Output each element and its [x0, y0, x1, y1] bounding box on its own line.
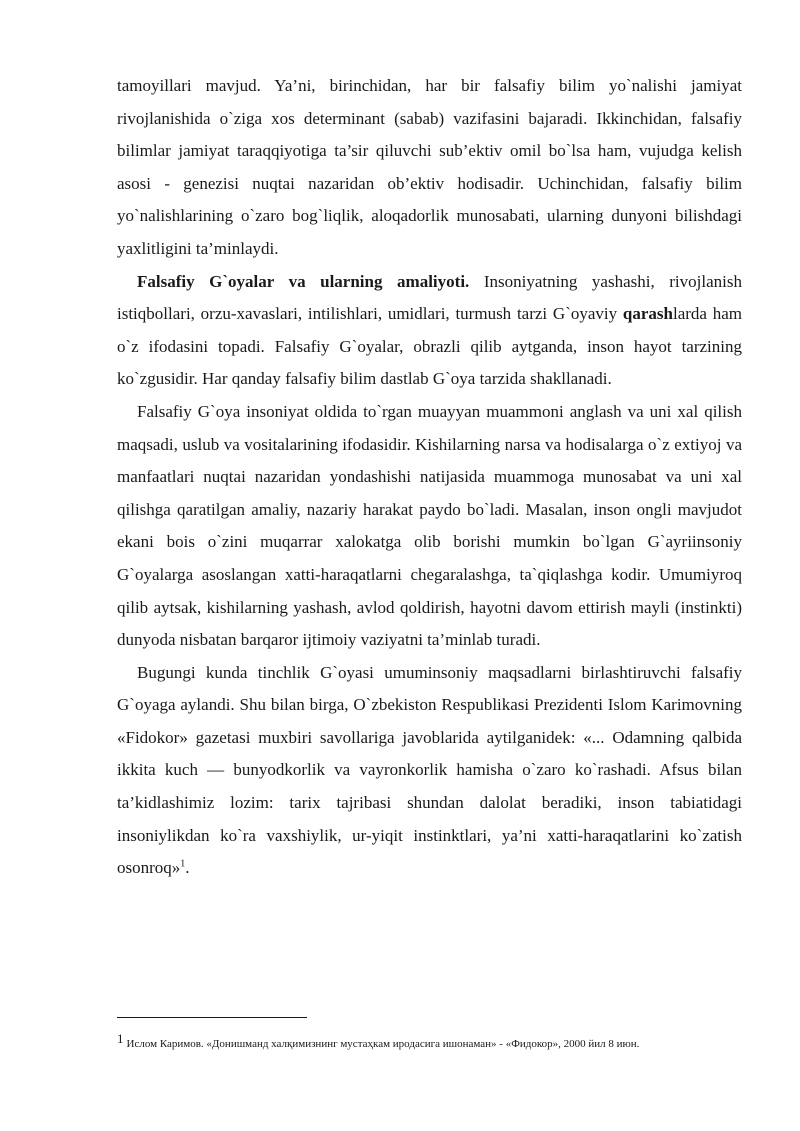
paragraph-2: [117, 266, 742, 396]
footnote: [117, 1031, 757, 1052]
body-text: [117, 70, 742, 885]
paragraph-2-bold-word: qarash: [622, 304, 673, 324]
paragraph-3: Falsafiy G`oya insoniyat oldida to`rgan muayyan muammoni anglash va uni xal qilish maqsadi, uslub va vositalarining ifodasidir. Kishilarning narsa va hodisalarga o`z extiyoj va manfaatlari nuqtai nazaridan yondashishi natijasida muammoga munosabat va uni xal qilishga qaratilgan amaliy, nazariy harakat paydo bo`ladi. Masalan, inson ongli mavjudot ekani bois o`zini muqarrar xalokatga olib borishi mumkin bo`lgan G`ayriinsoniy G`oyalarga asoslangan xatti-haraqatlarni chegaralashga, ta`qiqlashga kodir. Umumiyroq qilib aytsak, kishilarning yashash, avlod qoldirish, hayotni davom ettirish mayli (instinkti) dunyoda nisbatan barqaror ijtimoiy vaziyatni ta’minlab turadi.: [117, 401, 742, 650]
paragraph-4-text: Bugungi kunda tinchlik G`oyasi umuminsoniy maqsadlarni birlashtiruvchi falsafiy G`oyaga aylandi. Shu bilan birga, O`zbekiston Respublikasi Prezidenti Islom Karimovning «Fidokor» gazetasi muxbiri savollariga javoblarida aytilganidek: «... Odamning qalbida ikkita kuch — bunyodkorlik va vayronkorlik hamisha o`zaro ko`rashadi. Afsus bilan ta’kidlashimiz lozim: tarix tajribasi shundan dalolat beradiki, inson tabiatidagi insoniylikdan ko`ra vaxshiylik, ur-yiqit instinktlari, ya’ni xatti-haraqatlarini ko`zatish osonroq»: [117, 662, 742, 878]
paragraph-4-end: .: [185, 858, 190, 878]
footnote-separator: [117, 1017, 307, 1018]
paragraph-2-text-b: larda ham o`z ifodasini topadi. Falsafiy G`oyalar, obrazli qilib aytganda, inson hayot tarzining ko`zgusidir. Har qanday falsafiy bilim dastlab G`oya tarzida shakllanadi.: [117, 304, 742, 389]
footnote-reference[interactable]: 1: [180, 858, 186, 870]
paragraph-2-text-a: Insoniyatning yashashi, rivojlanish istiqbollari, orzu-xavaslari, intilishlari, umidlari, turmush tarzi G`oyaviy: [117, 271, 742, 324]
footnote-number: 1: [117, 1031, 124, 1046]
paragraph-4: [117, 657, 742, 885]
section-heading: Falsafiy G`oyalar va ularning amaliyoti.: [137, 271, 470, 291]
paragraph-1: tamoyillari mavjud. Ya’ni, birinchidan, har bir falsafiy bilim yo`nalishi jamiyat rivojlanishida o`ziga xos determinant (sabab) vazifasini bajaradi. Ikkinchidan, falsafiy bilimlar jamiyat taraqqiyotiga ta’sir qiluvchi sub’ektiv omil bo`lsa ham, vujudga kelish asosi - genezisi nuqtai nazaridan ob’ektiv hodisadir. Uchinchidan, falsafiy bilim yo`nalishlarining o`zaro bog`liqlik, aloqadorlik munosabati, ularning dunyoni bilishdagi yaxlitligini ta’minlaydi.: [117, 76, 742, 258]
footnote-text: Ислом Каримов. «Донишманд халқимизнинг мустаҳкам иродасига ишонаман» - «Фидокор», 2000 йил 8 июн.: [126, 1038, 640, 1050]
